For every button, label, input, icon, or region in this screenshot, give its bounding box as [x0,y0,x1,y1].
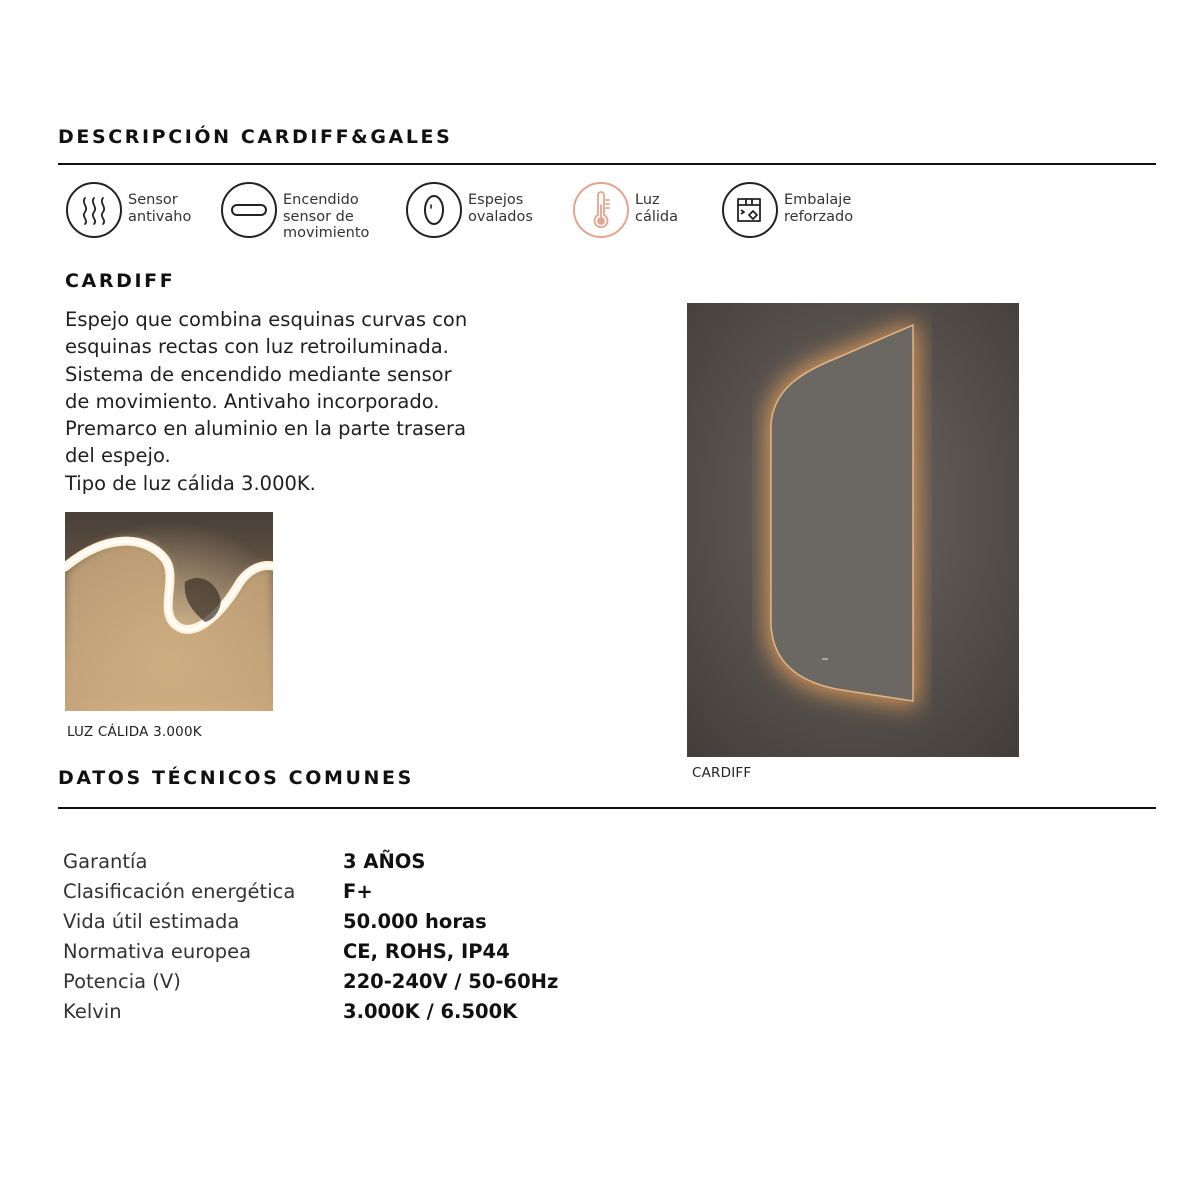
thermometer-icon [573,182,629,238]
cardiff-description [65,306,525,497]
description-title: DESCRIPCIÓN CARDIFF&GALES [58,126,453,148]
tech-row [63,846,558,876]
tech-row [63,906,558,936]
description-line: esquinas rectas con luz retroiluminada. [65,335,449,359]
description-line: del espejo. [65,444,171,468]
tech-row [63,966,558,996]
tech-key: Clasificación energética [63,879,296,903]
tech-value: F+ [343,879,373,903]
tech-divider [58,807,1156,809]
oval-mirror-icon [406,182,462,238]
feature-label: Sensor antivaho [128,192,192,225]
description-line: Sistema de encendido mediante sensor [65,362,452,386]
tech-value: CE, ROHS, IP44 [343,939,510,963]
feature-label: Encendido sensor de movimiento [283,192,370,241]
tech-value: 50.000 horas [343,909,487,933]
tech-row [63,936,558,966]
tech-key: Normativa europea [63,939,252,963]
cardiff-title: CARDIFF [65,270,176,292]
steam-waves-icon [66,182,122,238]
tech-data-table [63,846,558,1026]
tech-key: Kelvin [63,999,122,1023]
feature-antifog [66,182,191,242]
cardiff-mirror-photo [687,303,1019,757]
tech-row [63,996,558,1026]
description-line: Espejo que combina esquinas curvas con [65,308,468,331]
description-line: Premarco en aluminio en la parte trasera [65,417,467,441]
tech-key: Vida útil estimada [63,909,240,933]
description-line: de movimiento. Antivaho incorporado. [65,389,440,413]
tech-value: 3.000K / 6.500K [343,999,518,1023]
cardiff-photo-caption: CARDIFF [692,765,752,781]
feature-warm-light [573,182,678,242]
warm-light-photo [65,512,273,711]
tech-title: DATOS TÉCNICOS COMUNES [58,767,414,789]
tech-key: Potencia (V) [63,969,181,993]
feature-reinforced-packaging [722,182,853,242]
description-line: Tipo de luz cálida 3.000K. [65,471,316,495]
tech-row [63,876,558,906]
feature-label: Luz cálida [635,192,679,225]
warm-light-caption: LUZ CÁLIDA 3.000K [67,724,202,740]
feature-label: Espejos ovalados [468,192,533,225]
feature-oval-mirror [406,182,533,242]
tech-value: 3 AÑOS [343,849,426,873]
package-box-icon [722,182,778,238]
feature-motion-sensor [221,182,369,242]
feature-label: Embalaje reforzado [784,192,854,225]
description-divider [58,163,1156,165]
tech-value: 220-240V / 50-60Hz [343,969,559,993]
motion-sensor-bar-icon [221,182,277,238]
tech-key: Garantía [63,849,148,873]
